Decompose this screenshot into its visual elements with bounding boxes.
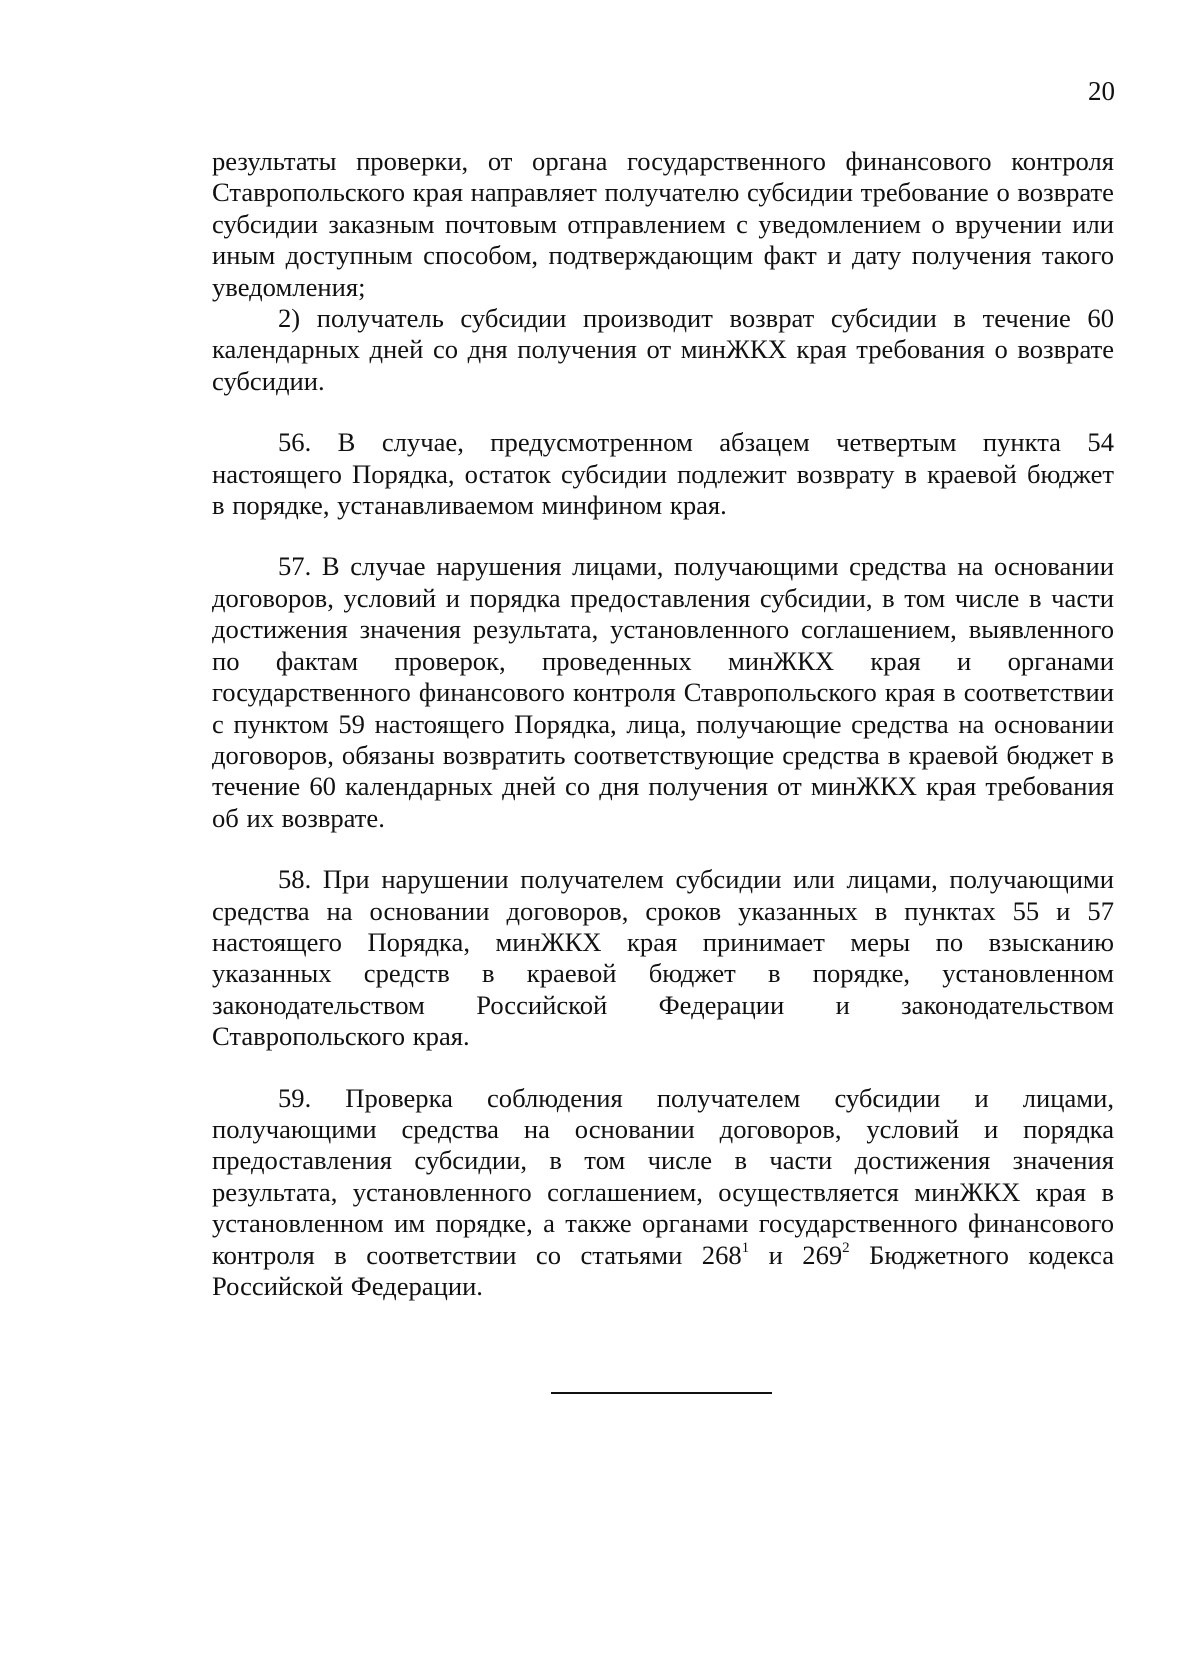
- paragraph-59: [212, 1083, 1114, 1303]
- article-number-269: 269: [802, 1239, 843, 1270]
- paragraph-58: 58. При нарушении получателем субсидии или лицами, получающими средства на основании договоров, сроков указанных в пунктах 55 и 57 настоящего Порядка, минЖКХ края принимает меры по взысканию указанных средств в краевой бюджет в порядке, установленном законодательством Российской Федерации и законодательством Ставропольского края.: [212, 864, 1114, 1052]
- document-body: [212, 146, 1114, 1302]
- paragraph-57: 57. В случае нарушения лицами, получающими средства на основании договоров, условий и порядка предоставления субсидии, в том числе в части достижения значения результата, установленного соглашением, выявленного по фактам проверок, проведенных минЖКХ края и органами государственного финансового контроля Ставропольского края в соответствии с пунктом 59 настоящего Порядка, лица, получающие средства на основании договоров, обязаны возвратить соответствующие средства в краевой бюджет в течение 60 календарных дней со дня получения от минЖКХ края требования об их возврате.: [212, 551, 1114, 833]
- paragraph-59-text-start: 59. Проверка соблюдения получателем субсидии и лицами, получающими средства на основании договоров, условий и порядка предоставления субсидии, в том числе в части достижения значения результата, установленного соглашением, осуществляется минЖКХ края в установленном им порядке, а также органами государственного финансового контроля в соответствии со статьями: [212, 1082, 1114, 1270]
- paragraph-item-2: 2) получатель субсидии производит возврат субсидии в течение 60 календарных дней со дня получения от минЖКХ края требования о возврате субсидии.: [212, 303, 1114, 396]
- superscript-1: 1: [741, 1239, 750, 1256]
- page-number: 20: [1088, 76, 1115, 106]
- conjunction: и: [749, 1239, 803, 1270]
- end-divider-line: [551, 1392, 772, 1394]
- paragraph-59-text-end: Бюджетного кодекса Российской Федерации.: [212, 1239, 1114, 1301]
- paragraph-continuation: результаты проверки, от органа государственного финансового контроля Ставропольского края направляет получателю субсидии требование о возврате субсидии заказным почтовым отправлением с уведомлением о вручении или иным доступным способом, подтверждающим факт и дату получения такого уведомления;: [212, 146, 1114, 302]
- superscript-2: 2: [842, 1239, 850, 1256]
- article-number-268: 268: [701, 1239, 742, 1270]
- paragraph-56: 56. В случае, предусмотренном абзацем четвертым пункта 54 настоящего Порядка, остаток субсидии подлежит возврату в краевой бюджет в порядке, устанавливаемом минфином края.: [212, 427, 1114, 521]
